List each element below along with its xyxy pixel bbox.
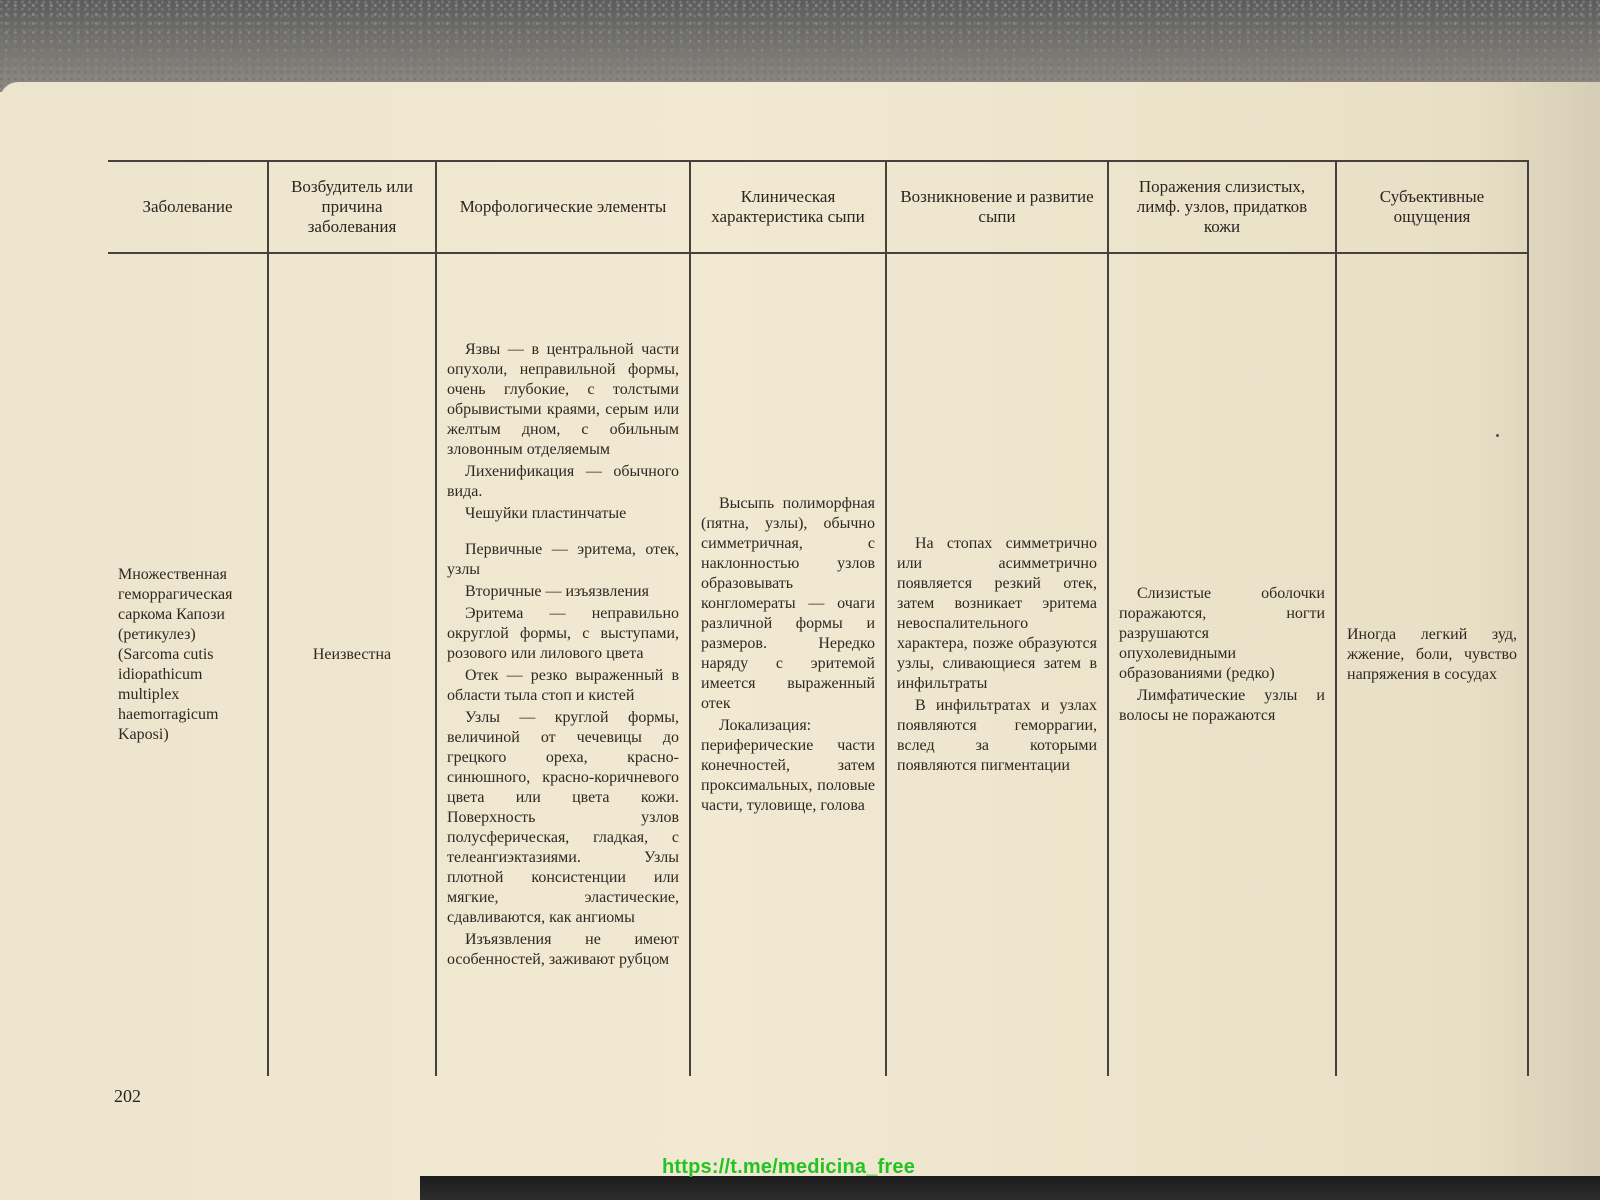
cause-cell [268,253,436,1076]
mucosa-line: Слизистые оболочки поражаются, ногти разрушаются опухолевидными образованиями (редко) [1119,585,1325,682]
development-line: В инфильтратах и узлах появляются геморрагии, вслед за которыми появляются пигментации [897,697,1097,774]
subjective-text: Иногда легкий зуд, жжение, боли, чувство напряжения в сосудах [1347,626,1517,683]
clinical-line: Высыпь полиморфная (пятна, узлы), обычно симметричная, с наклонностью узлов образовывать конгломераты — очаги различной формы и размеров. Нередко наряду с эритемой имеется выраженный отек [701,495,875,712]
spacer [447,524,679,540]
morphology-line: Вторичные — изъязвления [465,583,649,600]
morphology-line: Отек — резко выраженный в области тыла стоп и кистей [447,667,679,704]
morphology-line: Язвы — в центральной части опухоли, неправильной формы, очень глубокие, с толстыми обрывистыми краями, серым или желтым дном, с обильным зловонным отделяемым [447,341,679,458]
morphology-line: Узлы — круглой формы, величиной от чечевицы до грецкого ореха, красно-синюшного, красно-коричневого цвета или цвета кожи. Поверхность узлов полусферическая, гладкая, с телеангиэктазиями. Узлы плотной консистенции или мягкие, эластические, сдавливаются, как ангиомы [447,709,679,926]
header-subjective: Субъективные ощущения [1336,161,1528,253]
cause-text: Неизвестна [312,646,392,663]
morphology-line: Первичные — эритема, отек, узлы [447,541,679,578]
morphology-cell [436,253,690,1076]
morphology-line: Лихенификация — обычного вида. [447,463,679,500]
header-disease: Заболевание [108,161,268,253]
disease-table [108,160,1529,1076]
morphology-line: Изъязвления не имеют особенностей, заживают рубцом [447,931,679,968]
table-header-row [108,161,1528,253]
morphology-line: Эритема — неправильно округлой формы, с выступами, розового или лилового цвета [447,605,679,662]
scan-top-texture [0,0,1600,92]
table-row [108,253,1528,1076]
telegram-link[interactable]: https://t.me/medicina_free [662,1156,916,1178]
header-development: Возникновение и развитие сыпи [886,161,1108,253]
header-cause: Возбудитель или причина заболевания [268,161,436,253]
page-number: 202 [114,1086,141,1106]
scan-bottom-shadow [420,1176,1600,1200]
clinical-cell [690,253,886,1076]
header-morphology: Морфологические элементы [436,161,690,253]
mucosa-cell [1108,253,1336,1076]
morphology-line: Чешуйки пластинчатые [465,505,627,522]
mucosa-line: Лимфатические узлы и волосы не поражаются [1119,687,1325,724]
disease-cell [108,253,268,1076]
subjective-cell [1336,253,1528,1076]
development-cell [886,253,1108,1076]
header-mucosa: Поражения слизистых, лимф. узлов, придатков кожи [1108,161,1336,253]
disease-table-wrapper [108,160,1528,1060]
clinical-line: Локализация: периферические части конечностей, затем проксимальных, половые части, туловище, голова [701,717,875,814]
header-clinical: Клиническая характеристика сыпи [690,161,886,253]
disease-text: Множественная геморрагическая саркома Капози (ретикулез) (Sarcoma cutis idiopathicum multiplex haemorragicum Kaposi) [118,566,233,743]
development-line: На стопах симметрично или асимметрично появляется резкий отек, затем возникает эритема невоспалительного характера, позже образуются узлы, сливающиеся затем в инфильтраты [897,535,1097,692]
